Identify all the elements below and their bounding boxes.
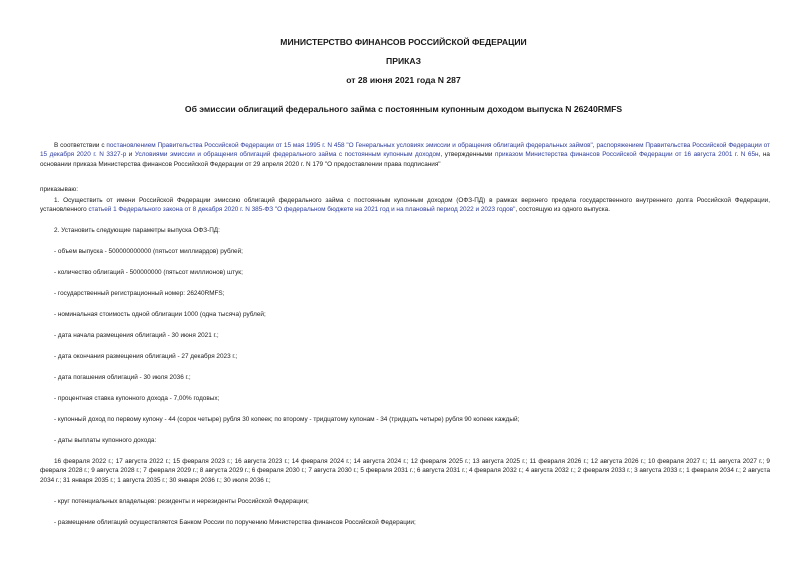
link-order-65n[interactable]: приказом Министерства финансов Российской Федерации от 16 августа 2001 г. N 65н <box>495 151 759 159</box>
param-coupon-dates-label: - даты выплаты купонного дохода: <box>54 437 157 444</box>
param-rate: - процентная ставка купонного дохода - 7,00% годовых; <box>54 395 220 402</box>
document-title: Об эмиссии облигаций федерального займа с постоянным купонным доходом выпуска N 26240RMFS <box>184 104 623 114</box>
item-1-text-2: , состоящую из одного выпуска. <box>515 206 610 214</box>
doc-type-heading: ПРИКАЗ <box>386 56 421 66</box>
item-1-paragraph <box>40 196 770 215</box>
param-end-date: - дата окончания размещения облигаций - 27 декабря 2023 г.; <box>54 353 238 360</box>
link-federal-law-385[interactable]: статьей 1 Федерального закона от 8 декабря 2020 г. N 385-ФЗ "О федеральном бюджете на 2021 год и на плановый период 2022 и 2023 годов" <box>88 206 516 214</box>
param-nominal: - номинальная стоимость одной облигации 1000 (одна тысяча) рублей; <box>54 311 266 318</box>
tail-holders: - круг потенциальных владельцев: резиденты и нерезиденты Российской Федерации; <box>54 498 309 505</box>
preamble-text-4: , утвержденными <box>440 151 496 159</box>
param-quantity: - количество облигаций - 500000000 (пятьсот миллионов) штук; <box>54 269 243 276</box>
coupon-dates-list: 16 февраля 2022 г.; 17 августа 2022 г.; 15 февраля 2023 г.; 16 августа 2023 г.; 14 февраля 2024 г.; 14 августа 2024 г.; 12 февраля 2025 г.; 13 августа 2025 г.; 11 февраля 2026 г.; 12 августа 2026 г.; 10 февраля 2027 г.; 11 августа 2027 г.; 9 февраля 2028 г.; 9 августа 2028 г.; 7 февраля 2029 г.; 8 августа 2029 г.; 6 февраля 2030 г.; 7 августа 2030 г.; 5 февраля 2031 г.; 6 августа 2031 г.; 4 февраля 2032 г.; 4 августа 2032 г.; 2 февраля 2033 г.; 3 августа 2033 г.; 1 февраля 2034 г.; 2 августа 2034 г.; 31 января 2035 г.; 1 августа 2035 г.; 30 января 2036 г.; 30 июля 2036 г.; <box>40 458 770 484</box>
preamble-text-1: В соответствии с <box>54 142 107 149</box>
param-reg-number: - государственный регистрационный номер: 26240RMFS; <box>54 290 225 297</box>
preamble-text-3: и <box>126 151 135 159</box>
preamble-text-5: , на основании приказа Министерства финансов Российской Федерации от 29 апреля 2020 г. N 179 "О предоставлении права подписания" <box>40 151 770 168</box>
link-conditions[interactable]: Условиями эмиссии и обращения облигаций федерального займа с постоянным купонным доходом <box>134 151 441 159</box>
item-1-text-1: 1. Осуществить от имени Российской Федерации эмиссию облигаций федерального займа с постоянным купонным доходом (ОФЗ-ПД) в рамках верхнего предела государственного внутреннего долга Российской Федерации, установленного <box>40 197 770 214</box>
orders-line: приказываю: <box>40 186 78 193</box>
link-decree-458[interactable]: постановлением Правительства Российской Федерации от 15 мая 1995 г. N 458 "О Генеральных условиях эмиссии и обращения облигаций федеральных займов" <box>106 142 593 149</box>
link-order-3327[interactable]: распоряжением Правительства Российской Федерации от 15 декабря 2020 г. N 3327-р <box>40 142 770 159</box>
tail-placement: - размещение облигаций осуществляется Банком России по поручению Министерства финансов Российской Федерации; <box>54 519 416 526</box>
item-2-heading: 2. Установить следующие параметры выпуска ОФЗ-ПД: <box>54 227 220 234</box>
preamble-paragraph <box>40 141 770 169</box>
param-coupon-income: - купонный доход по первому купону - 44 (сорок четыре) рубля 30 копеек; по второму - тридцатому купонам - 34 (тридцать четыре) рубля 90 копеек каждый; <box>54 416 520 423</box>
param-start-date: - дата начала размещения облигаций - 30 июня 2021 г.; <box>54 332 219 339</box>
date-number-heading: от 28 июня 2021 года N 287 <box>346 75 461 85</box>
param-maturity: - дата погашения облигаций - 30 июля 2036 г.; <box>54 374 191 381</box>
ministry-heading: МИНИСТЕРСТВО ФИНАНСОВ РОССИЙСКОЙ ФЕДЕРАЦИИ <box>280 37 527 47</box>
preamble-text-2: , <box>592 142 597 149</box>
param-volume: - объем выпуска - 500000000000 (пятьсот миллиардов) рублей; <box>54 248 243 255</box>
